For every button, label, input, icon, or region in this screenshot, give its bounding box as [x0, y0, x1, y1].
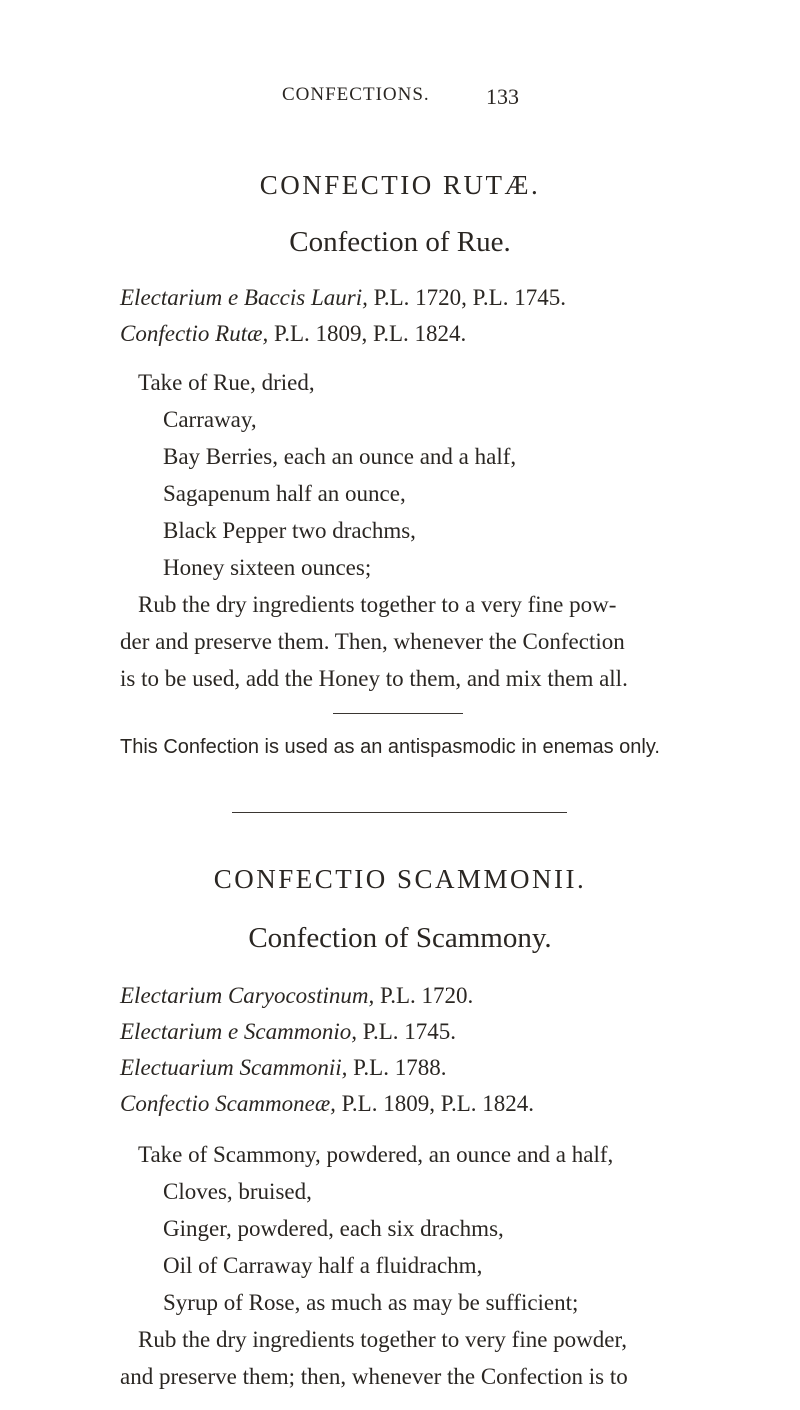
recipe-line: Carraway, [163, 407, 257, 432]
short-rule [333, 713, 463, 714]
synonym-refs: P.L. 1745. [356, 1019, 457, 1044]
recipe-line: Sagapenum half an ounce, [163, 481, 406, 506]
section-heading: CONFECTIO SCAMMONII. [213, 864, 587, 894]
recipe-line: Rub the dry ingredients together to a very fine pow- [138, 592, 617, 617]
synonym-name: Confectio Scammoneæ, [120, 1091, 336, 1116]
running-head: CONFECTIONS. [282, 84, 430, 105]
synonym-name: Electarium Caryocostinum, [120, 983, 375, 1008]
synonym-line [120, 285, 566, 311]
recipe-line: and preserve them; then, whenever the Confection is to [120, 1364, 628, 1389]
recipe-line: Honey sixteen ounces; [163, 555, 372, 580]
synonym-line [120, 1019, 456, 1045]
recipe-line: Oil of Carraway half a fluidrachm, [163, 1253, 483, 1278]
synonym-refs: P.L. 1788. [347, 1055, 447, 1080]
recipe-line: Cloves, bruised, [163, 1179, 312, 1204]
section-subheading: Confection of Rue. [289, 226, 511, 258]
page-header [0, 84, 800, 114]
page-number: 133 [486, 84, 519, 109]
recipe-line: Syrup of Rose, as much as may be sufficient; [163, 1290, 579, 1315]
section-subheading: Confection of Scammony. [248, 922, 552, 954]
synonym-refs: P.L. 1720. [374, 983, 474, 1008]
synonym-line [120, 1055, 446, 1081]
section-divider [232, 812, 567, 813]
recipe-line: Black Pepper two drachms, [163, 518, 416, 543]
synonym-refs: P.L. 1720, P.L. 1745. [367, 285, 566, 310]
synonym-name: Electarium e Scammonio, [120, 1019, 357, 1044]
synonym-refs: P.L. 1809, P.L. 1824. [335, 1091, 534, 1116]
section-note: This Confection is used as an antispasmodic in enemas only. [120, 736, 660, 758]
synonym-line [120, 1091, 534, 1117]
section-heading: CONFECTIO RUTÆ. [259, 170, 541, 200]
recipe-line: is to be used, add the Honey to them, and mix them all. [120, 666, 628, 691]
synonym-line [120, 321, 466, 347]
synonym-name: Electuarium Scammonii, [120, 1055, 348, 1080]
synonym-name: Electarium e Baccis Lauri, [120, 285, 368, 310]
recipe-line: der and preserve them. Then, whenever the Confection [120, 629, 625, 654]
recipe-line: Take of Rue, dried, [138, 370, 315, 395]
recipe-line: Take of Scammony, powdered, an ounce and a half, [138, 1142, 614, 1167]
synonym-refs: P.L. 1809, P.L. 1824. [268, 321, 467, 346]
recipe-line: Rub the dry ingredients together to very fine powder, [138, 1327, 627, 1352]
recipe-line: Bay Berries, each an ounce and a half, [163, 444, 517, 469]
synonym-name: Confectio Rutæ, [120, 321, 269, 346]
synonym-line [120, 983, 473, 1009]
recipe-line: Ginger, powdered, each six drachms, [163, 1216, 504, 1241]
